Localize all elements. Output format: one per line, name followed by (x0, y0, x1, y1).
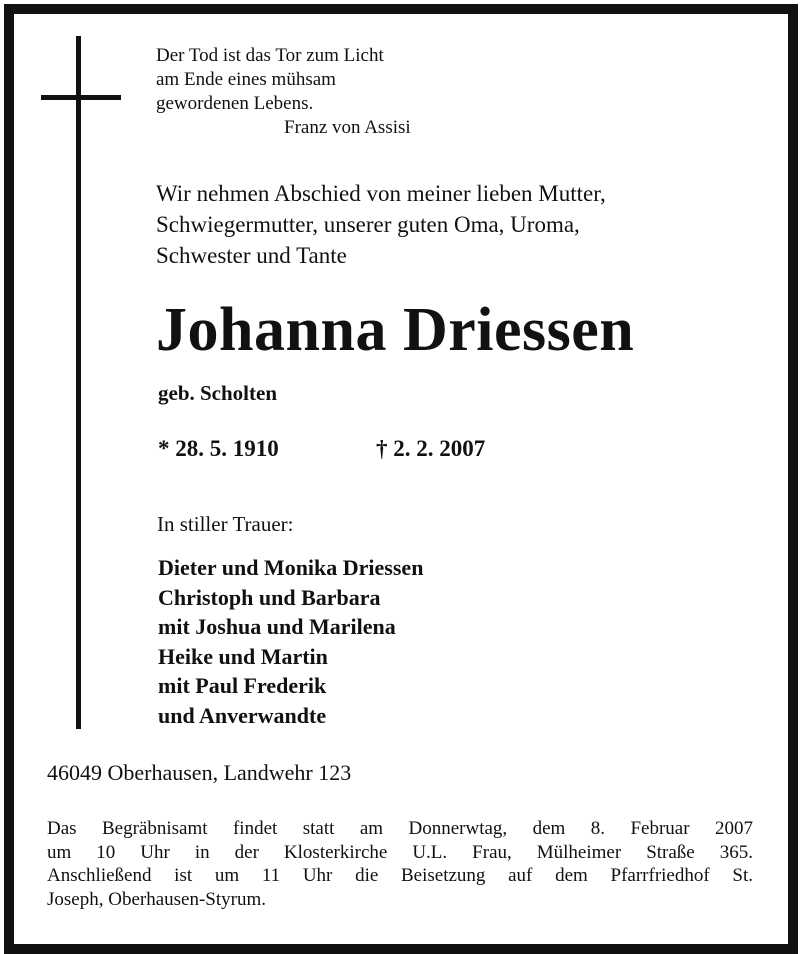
quote-block (156, 44, 411, 140)
farewell-text (156, 178, 606, 271)
obituary-frame (4, 4, 798, 954)
funeral-line: Anschließend ist um 11 Uhr die Beisetzung auf dem Pfarrfriedhof St. (47, 865, 753, 886)
death-date: † 2. 2. 2007 (376, 436, 486, 461)
mourner-line: Dieter und Monika Driessen (158, 555, 424, 580)
quote-line: Der Tod ist das Tor zum Licht (156, 45, 384, 66)
birth-date: * 28. 5. 1910 (158, 436, 279, 461)
mourner-line: mit Joshua und Marilena (158, 614, 396, 639)
mourners-list (158, 553, 423, 730)
funeral-line: Joseph, Oberhausen-Styrum. (47, 888, 266, 910)
mourner-line: und Anverwandte (158, 702, 327, 728)
mourning-label: In stiller Trauer: (157, 512, 294, 536)
quote-author: Franz von Assisi (284, 117, 411, 138)
quote-line: am Ende eines mühsam (156, 69, 336, 90)
funeral-line: um 10 Uhr in der Klosterkirche U.L. Frau, Mülheimer Straße 365. (47, 841, 753, 863)
mourner-line: mit Paul Frederik (158, 673, 327, 698)
deceased-name: Johanna Driessen (156, 296, 635, 364)
farewell-line: Schwiegermutter, unserer guten Oma, Uroma, (156, 212, 580, 237)
cross-icon-bar (41, 95, 121, 100)
mourner-line: Christoph und Barbara (158, 584, 381, 610)
birth-name: geb. Scholten (158, 381, 278, 405)
farewell-line: Wir nehmen Abschied von meiner lieben Mutter, (156, 181, 606, 206)
quote-line: gewordenen Lebens. (156, 93, 314, 114)
mourner-line: Heike und Martin (158, 643, 328, 669)
farewell-line: Schwester und Tante (156, 243, 347, 268)
funeral-line: Das Begräbnisamt findet statt am Donnerwtag, dem 8. Februar 2007 (47, 818, 753, 839)
cross-icon (76, 36, 81, 729)
funeral-notice (47, 817, 753, 911)
address: 46049 Oberhausen, Landwehr 123 (47, 760, 352, 785)
